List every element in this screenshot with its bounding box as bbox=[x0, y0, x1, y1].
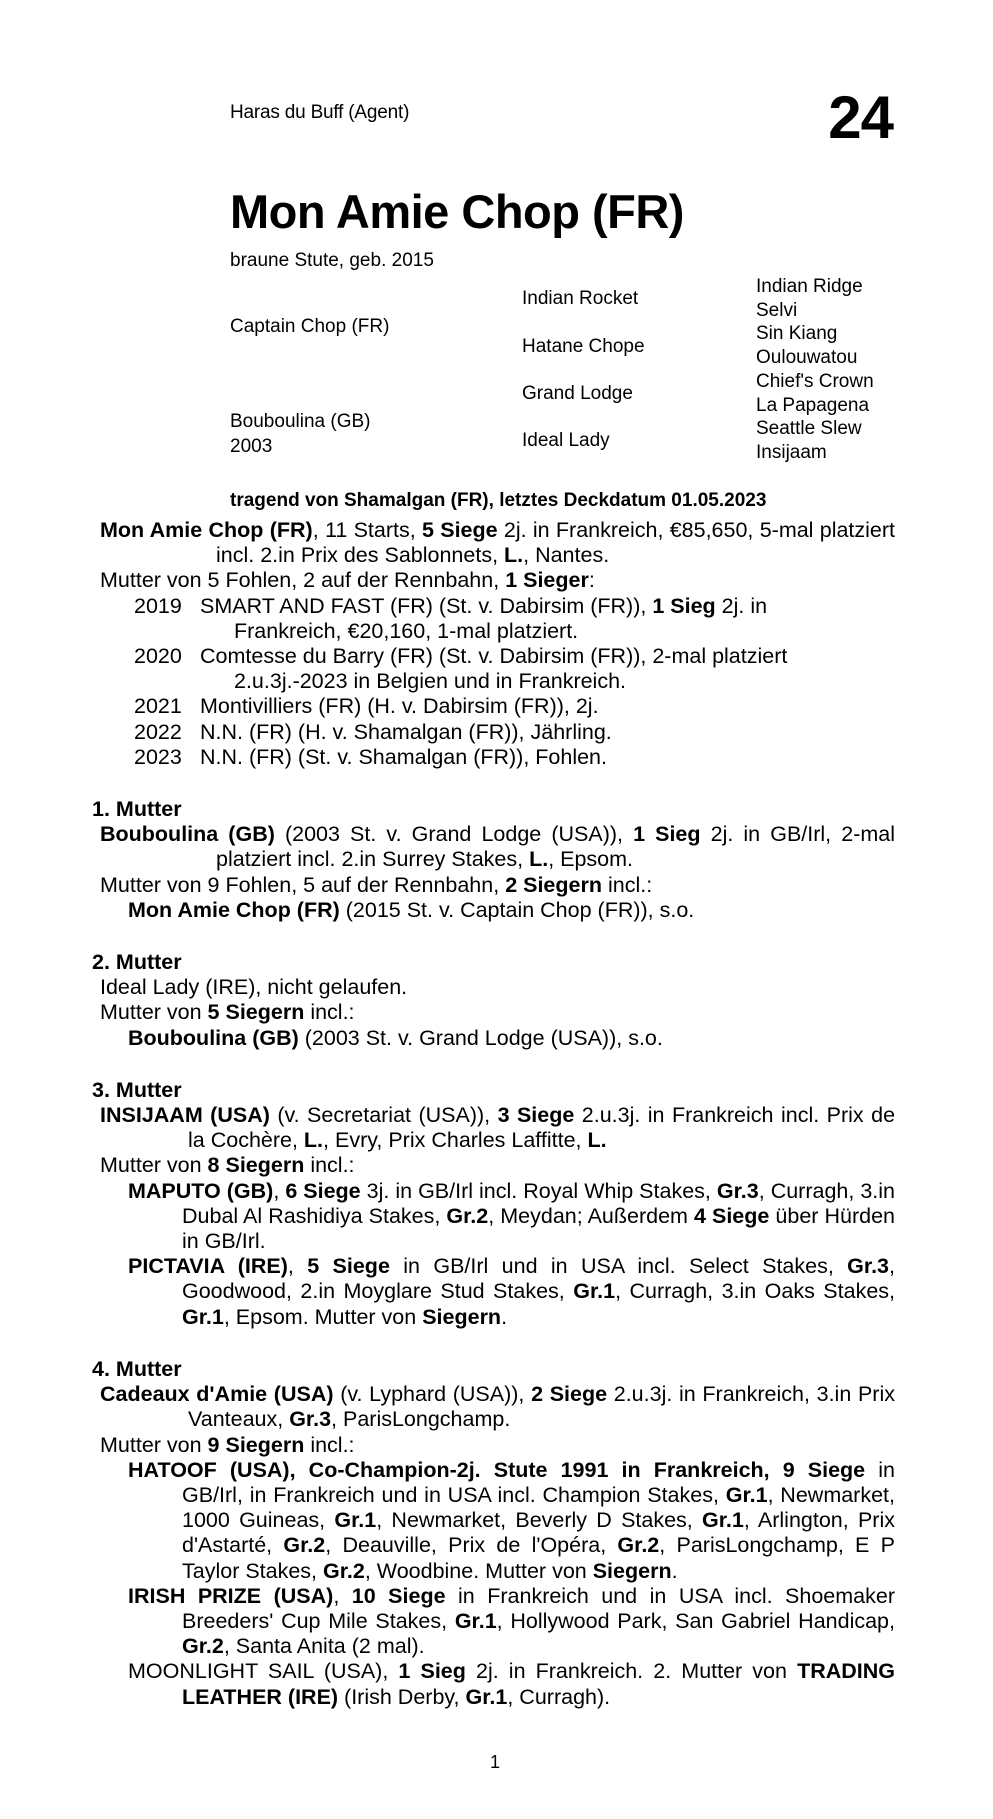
child-name: IRISH PRIZE (USA) bbox=[128, 1583, 334, 1608]
child-text: . bbox=[501, 1304, 508, 1329]
dam3-child-maputo bbox=[100, 1179, 895, 1255]
child-text: , Meydan; Außerdem bbox=[488, 1203, 694, 1228]
produce-summary bbox=[100, 568, 895, 593]
dam4-child-irish-prize bbox=[100, 1584, 895, 1660]
covering-info: tragend von Shamalgan (FR), letztes Deckdatum 01.05.2023 bbox=[230, 490, 767, 511]
lot-number: 24 bbox=[828, 84, 893, 151]
race-grade: L. bbox=[303, 1128, 324, 1153]
produce-winners: 5 Siegern bbox=[207, 1000, 305, 1025]
produce-item bbox=[100, 745, 895, 770]
dam-text: (v. Secretariat (USA)), bbox=[269, 1103, 498, 1128]
produce-text: : bbox=[588, 568, 595, 593]
produce-text: incl.: bbox=[304, 1432, 355, 1457]
produce-item bbox=[100, 694, 895, 719]
dam-text: incl. Prix de la Cochère, bbox=[188, 1103, 896, 1153]
main-record bbox=[100, 518, 895, 568]
child-text: , Arlington, Prix d'Astarté, bbox=[182, 1508, 895, 1558]
child-text: , Goodwood, 2.in Moyglare Stud Stakes, bbox=[182, 1254, 895, 1304]
record-text: , 11 Starts, bbox=[312, 518, 422, 542]
dam1-record bbox=[100, 822, 895, 872]
child-text: , Curragh, 3.in Dubal Al Rashidiya Stakes, bbox=[182, 1178, 896, 1228]
child-text: , Woodbine. Mutter von bbox=[364, 1558, 593, 1583]
dam-wins: 3 Siege bbox=[497, 1103, 575, 1128]
child-text: , Newmarket, Beverly D Stakes, bbox=[376, 1508, 703, 1533]
dam1-produce bbox=[100, 873, 895, 898]
pedigree-grandparent: Grand Lodge bbox=[522, 383, 633, 404]
dam-name: Bouboulina (GB) bbox=[100, 822, 275, 847]
produce-item bbox=[100, 644, 895, 694]
child-text: 2j. in Frankreich. 2. Mutter von bbox=[465, 1659, 798, 1684]
section-heading-dam2: 2. Mutter bbox=[92, 950, 182, 975]
pedigree-great-grandparent: Seattle Slew bbox=[756, 418, 862, 440]
pedigree-great-grandparent: Oulouwatou bbox=[756, 347, 858, 369]
record-text: 2j. in Frankreich, €85,650, bbox=[497, 518, 754, 542]
produce-continuation: Frankreich, €20,160, 1-mal platziert. bbox=[234, 618, 579, 643]
race-grade: Gr.2 bbox=[182, 1634, 224, 1659]
race-grade: Gr.1 bbox=[725, 1482, 768, 1507]
pedigree-dam-year: 2003 bbox=[230, 436, 273, 457]
produce-text: Mutter von 9 Fohlen, 5 auf der Rennbahn, bbox=[100, 872, 506, 897]
child-name: MAPUTO (GB) bbox=[128, 1178, 274, 1203]
produce-text: SMART AND FAST (FR) (St. v. Dabirsim (FR)), bbox=[200, 593, 653, 618]
produce-text: Montivilliers (FR) (H. v. Dabirsim (FR)), 2j. bbox=[200, 694, 599, 719]
race-grade: Gr.3 bbox=[847, 1254, 890, 1279]
child-text: , ParisLongchamp, E P Taylor Stakes, bbox=[182, 1533, 895, 1583]
child-text: , bbox=[287, 1254, 308, 1279]
pedigree-great-grandparent: Indian Ridge bbox=[756, 276, 863, 297]
dam-text: 2.u.3j. in Frankreich bbox=[574, 1103, 774, 1128]
dam-name: Cadeaux d'Amie (USA) bbox=[100, 1382, 334, 1407]
section-heading-dam1: 1. Mutter bbox=[92, 797, 182, 822]
dam3-produce bbox=[100, 1153, 895, 1178]
produce-list bbox=[100, 594, 895, 770]
produce-year: 2023 bbox=[134, 744, 182, 769]
produce-text: incl.: bbox=[601, 872, 653, 897]
dam3-child-pictavia bbox=[100, 1254, 895, 1330]
dam-text: (v. Lyphard (USA)), bbox=[333, 1382, 532, 1407]
pedigree-grandparent: Ideal Lady bbox=[522, 430, 610, 451]
race-grade: Gr.1 bbox=[465, 1684, 508, 1709]
section-heading-dam3: 3. Mutter bbox=[92, 1077, 182, 1102]
child-text: (Irish Derby, bbox=[338, 1684, 466, 1709]
produce-wins: 1 Sieg bbox=[652, 593, 716, 618]
race-grade: L. bbox=[504, 543, 524, 568]
produce-winners: 2 Siegern bbox=[505, 872, 602, 897]
race-grade: Gr.2 bbox=[446, 1203, 489, 1228]
record-wins: 5 Siege bbox=[422, 518, 498, 542]
dam-text: , Evry, Prix Charles Laffitte, bbox=[323, 1128, 588, 1153]
dam2-child bbox=[100, 1026, 895, 1051]
child-text: in Frankreich und in USA incl. Shoemaker Breeders' Cup Mile Stakes, bbox=[182, 1583, 895, 1633]
produce-text: Mutter von bbox=[100, 1000, 208, 1025]
pedigree-great-grandparent: Sin Kiang bbox=[756, 323, 838, 345]
produce-year: 2021 bbox=[134, 694, 182, 719]
child-wins: 1 Sieg bbox=[398, 1659, 466, 1684]
horse-name: Mon Amie Chop (FR) bbox=[230, 185, 684, 238]
produce-item bbox=[100, 594, 895, 644]
dam4-child-moonlight-sail bbox=[100, 1659, 895, 1709]
child-text: , Santa Anita (2 mal). bbox=[223, 1634, 425, 1659]
child-text: , bbox=[333, 1583, 352, 1608]
produce-winners: 1 Sieger bbox=[505, 568, 589, 593]
dam2-produce bbox=[100, 1000, 895, 1025]
record-text: 5-mal platziert incl. 2.in Prix des Sablonnets, bbox=[216, 518, 896, 568]
dam1-child bbox=[100, 898, 895, 923]
child-text: , Deauville, Prix de l'Opéra, bbox=[325, 1533, 618, 1558]
dam-text: (2003 St. v. Grand Lodge (USA)), bbox=[274, 822, 634, 847]
dam-text: 2.u.3j. in Frankreich, 3.in Prix Vanteaux, bbox=[188, 1382, 895, 1432]
child-wins: 4 Siege bbox=[693, 1203, 770, 1228]
produce-text: Mutter von bbox=[100, 1432, 208, 1457]
child-text: , Curragh, 3.in Oaks Stakes, bbox=[615, 1279, 896, 1304]
agent-name: Haras du Buff (Agent) bbox=[230, 102, 410, 123]
produce-item bbox=[100, 720, 895, 745]
race-grade: Gr.1 bbox=[334, 1508, 377, 1533]
pedigree-great-grandparent: Chief's Crown bbox=[756, 370, 874, 392]
produce-year: 2022 bbox=[134, 719, 182, 744]
race-grade: Gr.3 bbox=[289, 1407, 332, 1432]
dam-text: Irl, 2-mal platziert incl. 2.in Surrey Stakes, bbox=[216, 822, 895, 872]
dam-text: , Epsom. bbox=[548, 847, 634, 872]
pedigree-grandparent: Indian Rocket bbox=[522, 288, 639, 309]
produce-text: Mutter von 5 Fohlen, 2 auf der Rennbahn, bbox=[100, 568, 506, 593]
dam4-child-hatoof bbox=[100, 1458, 895, 1584]
child-text: 3j. in GB/Irl incl. Royal Whip Stakes, bbox=[360, 1178, 717, 1203]
race-grade: L. bbox=[587, 1128, 607, 1153]
race-grade: Gr.1 bbox=[702, 1508, 744, 1533]
produce-winners: 8 Siegern bbox=[207, 1153, 305, 1178]
race-grade: Gr.2 bbox=[283, 1533, 326, 1558]
race-grade: Gr.2 bbox=[323, 1558, 365, 1583]
record-horse-name: Mon Amie Chop (FR) bbox=[100, 518, 313, 542]
child-text: , bbox=[273, 1178, 286, 1203]
child-text: , Hollywood Park, San Gabriel Handicap, bbox=[496, 1608, 895, 1633]
pedigree-sire: Captain Chop (FR) bbox=[230, 316, 390, 337]
child-wins: 5 Siege bbox=[307, 1254, 390, 1279]
dam-text: 2j. in GB/ bbox=[700, 822, 808, 847]
child-name: Bouboulina (GB) bbox=[128, 1025, 299, 1050]
produce-text: N.N. (FR) (H. v. Shamalgan (FR)), Jährling. bbox=[200, 719, 612, 744]
dam3-record bbox=[100, 1103, 895, 1153]
race-grade: Gr.2 bbox=[617, 1533, 660, 1558]
race-grade: L. bbox=[529, 847, 549, 872]
dam-text: , ParisLongchamp. bbox=[331, 1407, 511, 1432]
dam-name: INSIJAAM (USA) bbox=[100, 1103, 270, 1128]
dam-wins: 2 Siege bbox=[531, 1382, 608, 1407]
child-name: PICTAVIA (IRE) bbox=[128, 1254, 288, 1279]
pedigree-great-grandparent: Insijaam bbox=[756, 441, 827, 463]
child-text: in GB/Irl, in Frankreich und in USA incl. Champion Stakes, bbox=[182, 1457, 895, 1507]
page-number: 1 bbox=[490, 1752, 501, 1772]
produce-continuation: 2.u.3j.-2023 in Belgien und in Frankreich. bbox=[234, 669, 627, 694]
pedigree-great-grandparent: Selvi bbox=[756, 299, 798, 321]
dam2-record: Ideal Lady (IRE), nicht gelaufen. bbox=[100, 975, 408, 1000]
child-text: in GB/Irl und in USA incl. Select Stakes, bbox=[389, 1254, 848, 1279]
produce-text: 2j. in bbox=[715, 593, 768, 618]
pedigree-great-grandparents bbox=[756, 275, 874, 465]
section-heading-dam4: 4. Mutter bbox=[92, 1356, 182, 1381]
child-winners: Siegern bbox=[592, 1558, 672, 1583]
dam4-produce bbox=[100, 1433, 895, 1458]
child-text: über Hürden in GB/Irl. bbox=[182, 1203, 895, 1254]
child-text: (2015 St. v. Captain Chop (FR)), s.o. bbox=[339, 897, 695, 922]
child-text: , Curragh). bbox=[507, 1684, 611, 1709]
child-text: , Epsom. Mutter von bbox=[223, 1304, 423, 1329]
race-grade: Gr.1 bbox=[182, 1304, 224, 1329]
pedigree-dam: Bouboulina (GB) bbox=[230, 411, 371, 432]
dam4-record bbox=[100, 1382, 895, 1432]
grandchild-name: TRADING LEATHER (IRE) bbox=[182, 1659, 896, 1709]
child-wins: 6 Siege bbox=[285, 1178, 361, 1203]
produce-text: Comtesse du Barry (FR) (St. v. Dabirsim (FR)), 2-mal platziert bbox=[200, 644, 788, 669]
record-text: , Nantes. bbox=[523, 543, 610, 568]
child-text: . bbox=[671, 1558, 678, 1583]
child-name: MOONLIGHT SAIL (USA), bbox=[128, 1659, 399, 1684]
race-grade: Gr.1 bbox=[573, 1279, 616, 1304]
produce-text: incl.: bbox=[304, 1153, 355, 1178]
race-grade: Gr.3 bbox=[716, 1178, 759, 1203]
child-text: , Newmarket, 1000 Guineas, bbox=[182, 1482, 895, 1533]
produce-text: Mutter von bbox=[100, 1153, 208, 1178]
child-name: HATOOF (USA), Co-Champion-2j. Stute 1991 in Frankreich, 9 Siege bbox=[128, 1457, 866, 1482]
child-text: (2003 St. v. Grand Lodge (USA)), s.o. bbox=[298, 1025, 663, 1050]
catalogue-body bbox=[92, 518, 896, 1710]
produce-winners: 9 Siegern bbox=[207, 1432, 305, 1457]
child-name: Mon Amie Chop (FR) bbox=[128, 897, 340, 922]
produce-text: incl.: bbox=[304, 1000, 355, 1025]
pedigree-great-grandparent: La Papagena bbox=[756, 394, 870, 416]
produce-year: 2019 bbox=[134, 593, 182, 618]
dam-wins: 1 Sieg bbox=[633, 822, 701, 847]
horse-description: braune Stute, geb. 2015 bbox=[230, 250, 434, 271]
child-wins: 10 Siege bbox=[351, 1583, 446, 1608]
child-winners: Siegern bbox=[422, 1304, 502, 1329]
produce-year: 2020 bbox=[134, 644, 182, 669]
produce-text: N.N. (FR) (St. v. Shamalgan (FR)), Fohlen. bbox=[200, 744, 607, 769]
pedigree-grandparent: Hatane Chope bbox=[522, 336, 645, 357]
race-grade: Gr.1 bbox=[454, 1608, 497, 1633]
